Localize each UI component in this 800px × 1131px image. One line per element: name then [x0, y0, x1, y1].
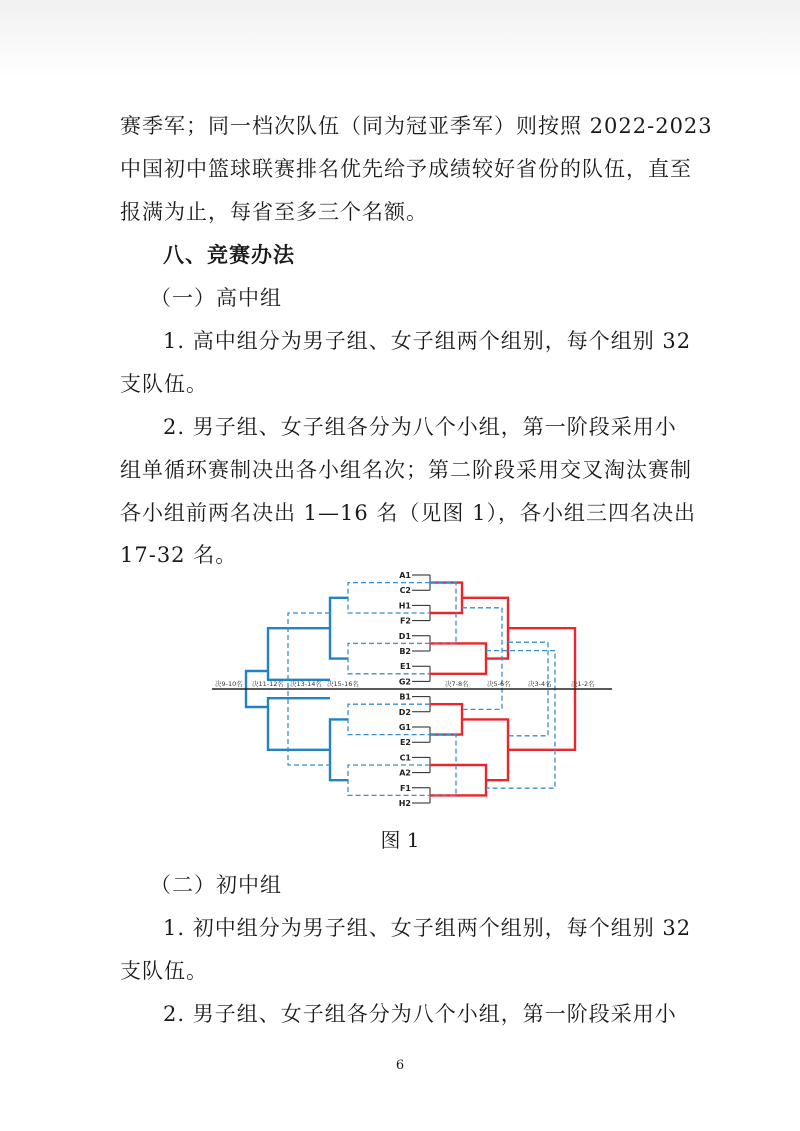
paragraph-line: 17-32 名。 [120, 543, 238, 567]
winners-bracket-line [430, 643, 486, 673]
placement-label: 决1-2名 [571, 680, 595, 688]
section-heading: 八、竞赛办法 [163, 243, 295, 267]
figure-caption: 图 1 [380, 828, 420, 852]
subsection-heading: （二）初中组 [150, 873, 282, 897]
seed-label: A2 [399, 768, 411, 778]
paragraph-line: 各小组前两名决出 1—16 名（见图 1），各小组三四名决出 [120, 501, 696, 525]
paragraph-line: 1. 高中组分为男子组、女子组两个组别，每个组别 32 [163, 329, 692, 353]
winners-bracket-line [430, 583, 462, 613]
seed-label: F2 [399, 616, 411, 626]
subsection-heading: （一）高中组 [150, 286, 282, 310]
page-number: 6 [395, 1058, 405, 1073]
dashed-bracket-line [348, 704, 430, 734]
dashed-bracket-line [348, 643, 430, 673]
placement-label: 决11-12名 [252, 680, 284, 688]
placement-label: 决13-14名 [290, 680, 322, 688]
placement-label: 决5-6名 [487, 680, 511, 688]
seed-label: B2 [399, 647, 411, 656]
placement-label: 决3-4名 [528, 680, 552, 688]
winners-bracket-line [430, 704, 462, 734]
placement-label: 决15-16名 [327, 680, 359, 688]
seed-label: H2 [398, 799, 411, 808]
seed-label: E2 [399, 738, 411, 748]
losers-bracket-line [268, 698, 330, 750]
placement-label: 决9-10名 [215, 680, 243, 688]
paragraph-line: 报满为止，每省至多三个名额。 [120, 200, 428, 224]
seed-label: D1 [398, 631, 411, 641]
paragraph-line: 1. 初中组分为男子组、女子组两个组别，每个组别 32 [163, 916, 692, 940]
paragraph-line: 2. 男子组、女子组各分为八个小组，第一阶段采用小 [163, 415, 677, 439]
seed-label: C2 [399, 586, 411, 596]
seed-label: E1 [399, 662, 411, 672]
paragraph-line: 支队伍。 [120, 959, 208, 983]
paragraph-line: 赛季军；同一档次队伍（同为冠亚季军）则按照 2022-2023 [120, 114, 713, 138]
paragraph-line: 支队伍。 [120, 372, 208, 396]
losers-bracket-line [330, 598, 348, 659]
losers-bracket-line [268, 628, 330, 680]
dashed-bracket-line [348, 765, 430, 795]
paragraph-line: 组单循环赛制决出各小组名次；第二阶段采用交叉淘汰赛制 [120, 458, 692, 482]
paragraph-line: 2. 男子组、女子组各分为八个小组，第一阶段采用小 [163, 1002, 677, 1026]
seed-label: C1 [399, 753, 411, 763]
seed-label: B1 [399, 692, 411, 702]
dashed-bracket-line [348, 583, 430, 613]
placement-label: 决7-8名 [445, 680, 469, 688]
seed-label: A1 [399, 571, 411, 580]
seed-label: H1 [398, 601, 411, 611]
seed-label: G1 [398, 723, 411, 732]
seed-label: F1 [399, 783, 411, 793]
winners-bracket-line [430, 765, 486, 795]
paragraph-line: 中国初中篮球联赛排名优先给予成绩较好省份的队伍，直至 [120, 157, 692, 181]
seed-label: G2 [398, 677, 411, 687]
losers-bracket-line [330, 719, 348, 780]
seed-label: D2 [398, 707, 411, 717]
